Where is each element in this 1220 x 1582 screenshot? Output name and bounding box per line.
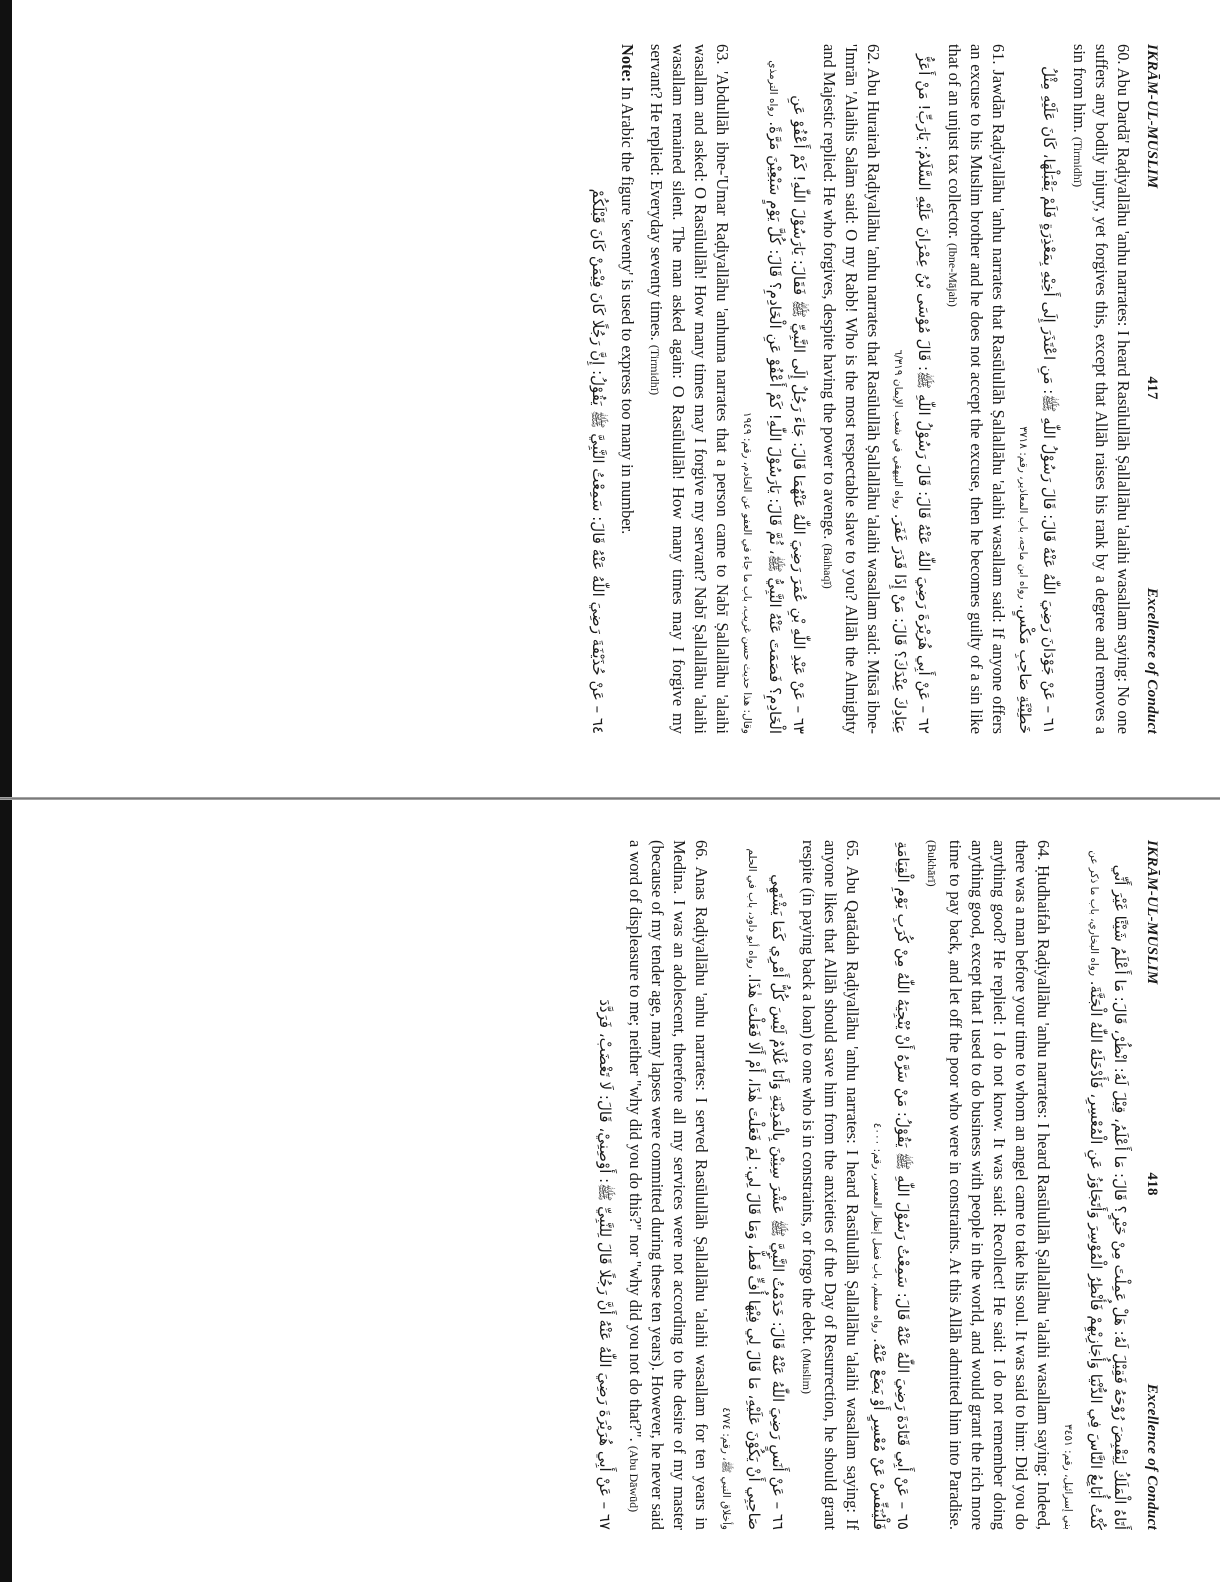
hadith-arabic-61 [1011,44,1061,734]
hadith-english: 62. Abu Hurairah Raḍiyallāhu 'anhu narrates that Rasūlullāh Ṣallallāhu 'alaihi wasallam said: Mūsā ibne-'Imrān 'Alaihis Salām said: O my Rabb! Who is the most respectable slave to you? Allāh the Almighty and Majestic replied: He who forgives, despite having the power to avenge. [820,44,883,734]
hadith-entry-66 [623,840,712,1530]
arabic-reference: رواه الترمذي وقال: هذا حديث حسن غريب، باب ما جاء في العفو عن الخادم، رقم: ١٩٤٩ [741,60,779,734]
note [616,44,638,734]
header-page-number: 418 [1144,1172,1160,1196]
running-header [1134,44,1160,734]
hadith-arabic-65 [865,840,915,1530]
hadith-english: 65. Abu Qatādah Raḍiyallāhu 'anhu narrates: I heard Rasūlullāh Ṣallallāhu 'alaihi wasallam saying: If anyone likes that Allāh should save him from the anxieties of the Day of Resurrection, he should grant respite (in paying back a loan) to one who is in constraints, or forgo the debt. [799,840,862,1530]
hadith-source: (Baihaqī) [821,543,835,589]
running-header [1134,840,1160,1530]
hadith-entry-65 [796,840,863,1530]
arabic-text: ٦٧ – عَنْ أَبِي هُرَيْرَةَ رَضِيَ اللّٰهُ عَنْهُ أَنَّ رَجُلًا قَالَ لِلنَّبِيِّ ﷺ: أَوْصِنِيْ، قَالَ: لَا تَغْضَبْ، فَرَدَّدَ [596,999,614,1530]
hadith-arabic-63 [735,44,811,734]
hadith-source: (Abu Dāwūd) [627,1445,641,1513]
page-fold [0,797,1220,800]
hadith-english: 64. Ḥudhaifah Raḍiyallāhu 'anhu narrates: I heard Rasūlullāh Ṣallallāhu 'alaihi wasallam saying: Indeed, there was a man before your time to whom an angel came to take his soul. It was said to him: Did you do anything good? He replied: I do not know. It was said: Recollect! He said: I do not remember doing anything good, except that I used to do business with people in the world, and would grant the rich more time to pay back, and let off the poor who were in constraints. At this Allāh admitted him into Paradise. [946,840,1053,1530]
arabic-text: ٦٣ – عَنْ عَبْدِ اللّٰهِ بْنِ عُمَرَ رَضِيَ اللّٰهُ عَنْهُمَا قَالَ: جَاءَ رَجُلٌ إِلَى النَّبِيِّ ﷺ فَقَالَ: يَارَسُوْلَ اللّٰهِ! كَمْ أَعْفُوْ عَنِ الْخَادِمِ؟ فَصَمَتَ عَنْهُ النَّبِيُّ ﷺ، ثُمَّ قَالَ: يَارَسُوْلَ اللّٰهِ! كَمْ أَعْفُوْ عَنِ الْخَادِمِ؟ قَالَ: كُلَّ يَوْمٍ سَبْعِيْنَ مَرَّةً. [766,95,808,734]
arabic-text: ٦٥ – عَنْ أَبِي قَتَادَةَ رَضِيَ اللّٰهُ عَنْهُ قَالَ: سَمِعْتُ رَسُوْلَ اللّٰهِ ﷺ يَقُوْلُ: مَنْ سَرَّهُ أَنْ يُنْجِيَهُ اللّٰهُ مِنْ كُرَبِ يَوْمِ الْقِيَامَةِ فَلْيُنَفِّسْ عَنْ مُعْسِرٍ أَوْ يَضَعْ عَنْهُ. [870,841,912,1530]
hadith-source: (Tirmidhī) [1071,136,1085,188]
arabic-reference: رواه البيهقي في شعب الإيمان ٦/٣١٩ [892,349,904,509]
header-book-title: IKRĀM-UL-MUSLIM [1144,840,1160,985]
header-section-title: Excellence of Conduct [1144,587,1160,734]
hadith-entry-62 [817,44,884,734]
arabic-text: ٦٤ – عَنْ حُذَيْفَةَ رَضِيَ اللّٰهُ عَنْهُ قَالَ: سَمِعْتُ النَّبِيَّ ﷺ يَقُوْلُ: إِنَّ رَجُلًا كَانَ فِيْمَنْ كَانَ قَبْلَكُمْ [589,188,607,734]
arabic-text: ٦٦ – عَنْ أَنَسٍ رَضِيَ اللّٰهُ عَنْهُ قَالَ: خَدَمْتُ النَّبِيَّ ﷺ عَشْرَ سِنِيْنَ بِالْمَدِيْنَةِ وَأَنَا غُلَامٌ لَيْسَ كُلُّ أَمْرِي كَمَا يَشْتَهِي صَاحِبِي أَنْ يَكُوْنَ عَلَيْهِ، مَا قَالَ لِي فِيْهَا أُفٍّ قَطُّ، وَمَا قَالَ لِي: لِمَ فَعَلْتَ هٰذَا، أَمْ أَلَا فَعَلْتَ هٰذَا. [745,874,787,1530]
footer-arabic-67 [593,840,617,1530]
note-label: Note: [618,44,637,83]
page-body [593,840,1132,1530]
arabic-text: أَتَاهُ الْمَلَكُ لِيَقْبِضَ رُوْحَهُ فَقِيْلَ لَهُ: هَلْ عَمِلْتَ مِنْ خَيْرٍ؟ قَالَ: مَا أَعْلَمُ، قِيْلَ لَهُ: انْظُرْ، قَالَ: مَا أَعْلَمُ شَيْئًا غَيْرَ أَنِّي كُنْتُ أُبَايِعُ النَّاسَ فِي الدُّنْيَا وَأُجَازِيْهِمْ فَأُنْظِرُ الْمُوْسِرَ وَأَتَجَاوَزُ عَنِ الْمُعْسِرِ، فَأَدْخَلَهُ اللّٰهُ الْجَنَّةَ. [1087,864,1129,1530]
hadith-source: (Muslim) [800,1348,814,1394]
header-page-number: 417 [1144,376,1160,400]
hadith-arabic-64-cont [1056,840,1132,1530]
page-417-content [220,24,1160,754]
page-body [586,44,1134,734]
hadith-entry-61 [942,44,1009,734]
hadith-source: (Ibne-Mājah) [946,242,960,307]
hadith-english: 61. Jawdān Raḍiyallāhu 'anhu narrates that Rasūlullāh Ṣallallāhu 'alaihi wasallam said: If anyone offers an excuse to his Muslim brother and he does not accept the excuse, then he becomes guilty of a sin like that of an unjust tax collector. [945,44,1008,734]
page-418 [0,810,1220,1580]
hadith-entry-60 [1067,44,1134,734]
hadith-source: (Bukhārī) [925,840,939,887]
footer-arabic-64 [586,44,610,734]
hadith-entry-64 [921,840,1054,1530]
page-417 [0,14,1220,784]
arabic-text: ٦٢ – عَنْ أَبِي هُرَيْرَةَ رَضِيَ اللّٰهُ عَنْهُ قَالَ: قَالَ رَسُوْلُ اللّٰهِ ﷺ: قَالَ مُوْسَى بْنُ عِمْرَانَ عَلَيْهِ السَّلَامُ: يَارَبِّ! مَنْ أَعَزُّ عِبَادِكَ عِنْدَكَ؟ قَالَ: مَنْ إِذَا قَدَرَ غَفَرَ. [891,54,933,734]
hadith-entry-63 [644,44,733,734]
arabic-reference: رواه أبو داود، باب في الحلم وأخلاق النبي ﷺ، رقم: ٤٧٧٤ [720,848,758,1530]
hadith-english: 63. 'Abdullāh ibne-'Umar Raḍiyallāhu 'anhuma narrates that a person came to Nabī Ṣallallāhu 'alaihi wasallam and asked: O Rasūlullāh! How many times may I forgive my servant? Nabī Ṣallallāhu 'alaihi wasallam remained silent. The man asked again: O Rasūlullāh! How many times may I forgive my servant? He replied: Everyday seventy times. [647,44,732,734]
arabic-reference: رواه ابن ماجه، باب المعاذير، رقم: ٣٧١٨ [1017,426,1029,600]
hadith-source: (Tirmidhī) [648,344,662,396]
header-section-title: Excellence of Conduct [1144,1383,1160,1530]
arabic-reference: رواه مسلم، باب فضل إنظار المعسر، رقم: ٤٠٠٠ [871,1122,883,1334]
header-book-title: IKRĀM-UL-MUSLIM [1144,44,1160,189]
arabic-reference: رواه البخاري، باب ما ذكر عن بني إسرائيل، رقم: ٣٤٥١ [1062,850,1100,1530]
arabic-text: ٦١ – عَنْ جَوْدَانَ رَضِيَ اللّٰهُ عَنْهُ قَالَ: قَالَ رَسُوْلُ اللّٰهِ ﷺ: مَنِ اعْتَذَرَ إِلَى أَخِيْهِ بِمَعْذِرَةٍ فَلَمْ يَقْبَلْهَا، كَانَ عَلَيْهِ مِثْلُ خَطِيْئَةِ صَاحِبِ مَكْسٍ. [1016,66,1058,734]
hadith-arabic-62 [886,44,936,734]
hadith-english: 60. Abu Dardā' Raḍiyallāhu 'anhu narrates: I heard Rasūlullāh Ṣallallāhu 'alaihi wasallam saying: No one suffers any bodily injury, yet forgives this, except that Allāh raises his rank by a degree and removes a sin from him. [1070,44,1133,734]
page-418-content [220,820,1160,1550]
hadith-english: 66. Anas Raḍiyallāhu 'anhu narrates: I served Rasūlullāh Ṣallallāhu 'alaihi wasallam for ten years in Medina. I was an adolescent, therefore all my services were not according to the desire of my master (because of my tender age, many lapses were committed during these ten years). However, he never said a word of displeasure to me; neither "why did you do this?" nor "why did you not do that?". [626,840,711,1530]
hadith-arabic-66 [714,840,790,1530]
note-text: In Arabic the figure 'seventy' is used to express too many in number. [618,86,637,535]
